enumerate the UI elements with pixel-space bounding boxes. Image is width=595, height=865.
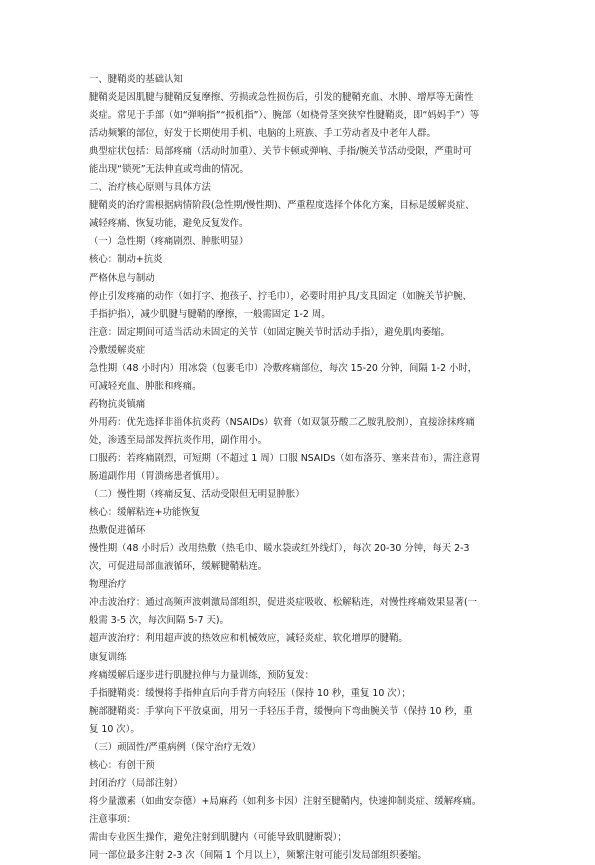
document-body bbox=[89, 71, 513, 865]
text-line: 口服药：若疼痛剧烈，可短期（不超过 1 周）口服 NSAIDs（如布洛芬、塞来昔布），需注意胃 bbox=[89, 452, 481, 464]
text-line: 药物抗炎镇痛 bbox=[89, 398, 146, 410]
text-line: 减轻疼痛、恢复功能，避免反复发作。 bbox=[89, 218, 249, 230]
text-line: 可减轻充血、肿胀和疼痛。 bbox=[89, 380, 202, 392]
text-line: 急性期（48 小时内）用冰袋（包裹毛巾）冷敷疼痛部位，每次 15-20 分钟，间隔 1-2 小时， bbox=[89, 362, 478, 374]
text-line: 封闭治疗（局部注射） bbox=[89, 777, 183, 789]
text-line: 慢性期（48 小时后）改用热敷（热毛巾、暖水袋或红外线灯），每次 20-30 分钟，每天 2-3 bbox=[89, 543, 470, 555]
text-line: （二）慢性期（疼痛反复、活动受限但无明显肿胀） bbox=[89, 489, 305, 501]
text-line: 腕部腱鞘炎：手掌向下平放桌面，用另一手轻压手背，缓慢向下弯曲腕关节（保持 10 秒，重 bbox=[89, 705, 473, 717]
text-line: 同一部位最多注射 2-3 次（间隔 1 个月以上），频繁注射可能引发局部组织萎缩。 bbox=[89, 850, 427, 862]
text-line: 炎症。常见于手部（如“弹响指”“扳机指”）、腕部（如桡骨茎突狭窄性腱鞘炎，即“妈妈手”）等 bbox=[89, 110, 480, 122]
text-line: 手指护指），减少肌腱与腱鞘的摩擦，一般需固定 1-2 周。 bbox=[89, 308, 331, 320]
text-line: 需由专业医生操作，避免注射到肌腱内（可能导致肌腱断裂）； bbox=[89, 831, 347, 843]
text-line: 冷敷缓解炎症 bbox=[89, 344, 146, 356]
text-line: 腱鞘炎的治疗需根据病情阶段(急性期/慢性期)、严重程度选择个体化方案，目标是缓解炎症、 bbox=[89, 200, 475, 212]
text-line: 超声波治疗：利用超声波的热效应和机械效应，减轻炎症、软化增厚的腱鞘。 bbox=[89, 633, 408, 645]
text-line: 停止引发疼痛的动作（如打字、抱孩子、拧毛巾），必要时用护具/支具固定（如腕关节护腕、 bbox=[89, 290, 472, 302]
text-line: 核心：制动+抗炎 bbox=[89, 254, 163, 266]
text-line: 能出现“锁死”无法伸直或弯曲的情况。 bbox=[89, 164, 249, 176]
text-line: 热敷促进循环 bbox=[89, 525, 146, 537]
text-line: 手指腱鞘炎：缓慢将手指伸直后向手背方向轻压（保持 10 秒，重复 10 次）； bbox=[89, 687, 411, 699]
text-line: 肠道副作用（胃溃疡患者慎用）。 bbox=[89, 471, 225, 483]
text-line: 冲击波治疗：通过高频声波刺激局部组织，促进炎症吸收、松解粘连，对慢性疼痛效果显著(一 bbox=[89, 597, 478, 609]
text-line: 注意：固定期间可适当活动未固定的关节（如固定腕关节时活动手指），避免肌肉萎缩。 bbox=[89, 326, 450, 338]
text-line: （一）急性期（疼痛剧烈、肿胀明显） bbox=[89, 236, 249, 248]
text-line: 一、腱鞘炎的基础认知 bbox=[89, 74, 183, 85]
text-line: 般需 3-5 次，每次间隔 5-7 天)。 bbox=[89, 615, 229, 627]
text-line: 康复训练 bbox=[89, 651, 127, 663]
text-line: 核心：缓解粘连+功能恢复 bbox=[89, 507, 200, 519]
text-line: 严格休息与制动 bbox=[89, 272, 155, 284]
text-line: 核心：有创干预 bbox=[89, 759, 155, 771]
text-line: 典型症状包括：局部疼痛（活动时加重）、关节卡顿或弹响、手指/腕关节活动受限，严重时可 bbox=[89, 146, 472, 158]
text-line: 注意事项： bbox=[89, 813, 136, 825]
text-line: 二、治疗核心原则与具体方法 bbox=[89, 182, 211, 194]
text-line: 复 10 次）。 bbox=[89, 723, 140, 735]
text-line: 次，可促进局部血液循环，缓解腱鞘粘连。 bbox=[89, 561, 268, 573]
text-line: 腱鞘炎是因肌腱与腱鞘反复摩擦、劳损或急性损伤后，引发的腱鞘充血、水肿、增厚等无菌性 bbox=[89, 92, 474, 104]
text-line: 活动频繁的部位，好发于长期使用手机、电脑的上班族、手工劳动者及中老年人群。 bbox=[89, 128, 436, 140]
text-line: 处，渗透至局部发挥抗炎作用，副作用小。 bbox=[89, 434, 268, 446]
text-line: （三）顽固性/严重病例（保守治疗无效） bbox=[89, 741, 261, 753]
text-line: 外用药：优先选择非甾体抗炎药（NSAIDs）软膏（如双氯芬酸二乙胺乳胶剂），直接涂抹疼痛 bbox=[89, 416, 475, 428]
text-line: 物理治疗 bbox=[89, 579, 127, 591]
text-line: 疼痛缓解后逐步进行肌腱拉伸与力量训练，预防复发： bbox=[89, 669, 315, 681]
text-line: 将少量激素（如曲安奈德）+局麻药（如利多卡因）注射至腱鞘内，快速抑制炎症、缓解疼痛。 bbox=[89, 795, 482, 807]
